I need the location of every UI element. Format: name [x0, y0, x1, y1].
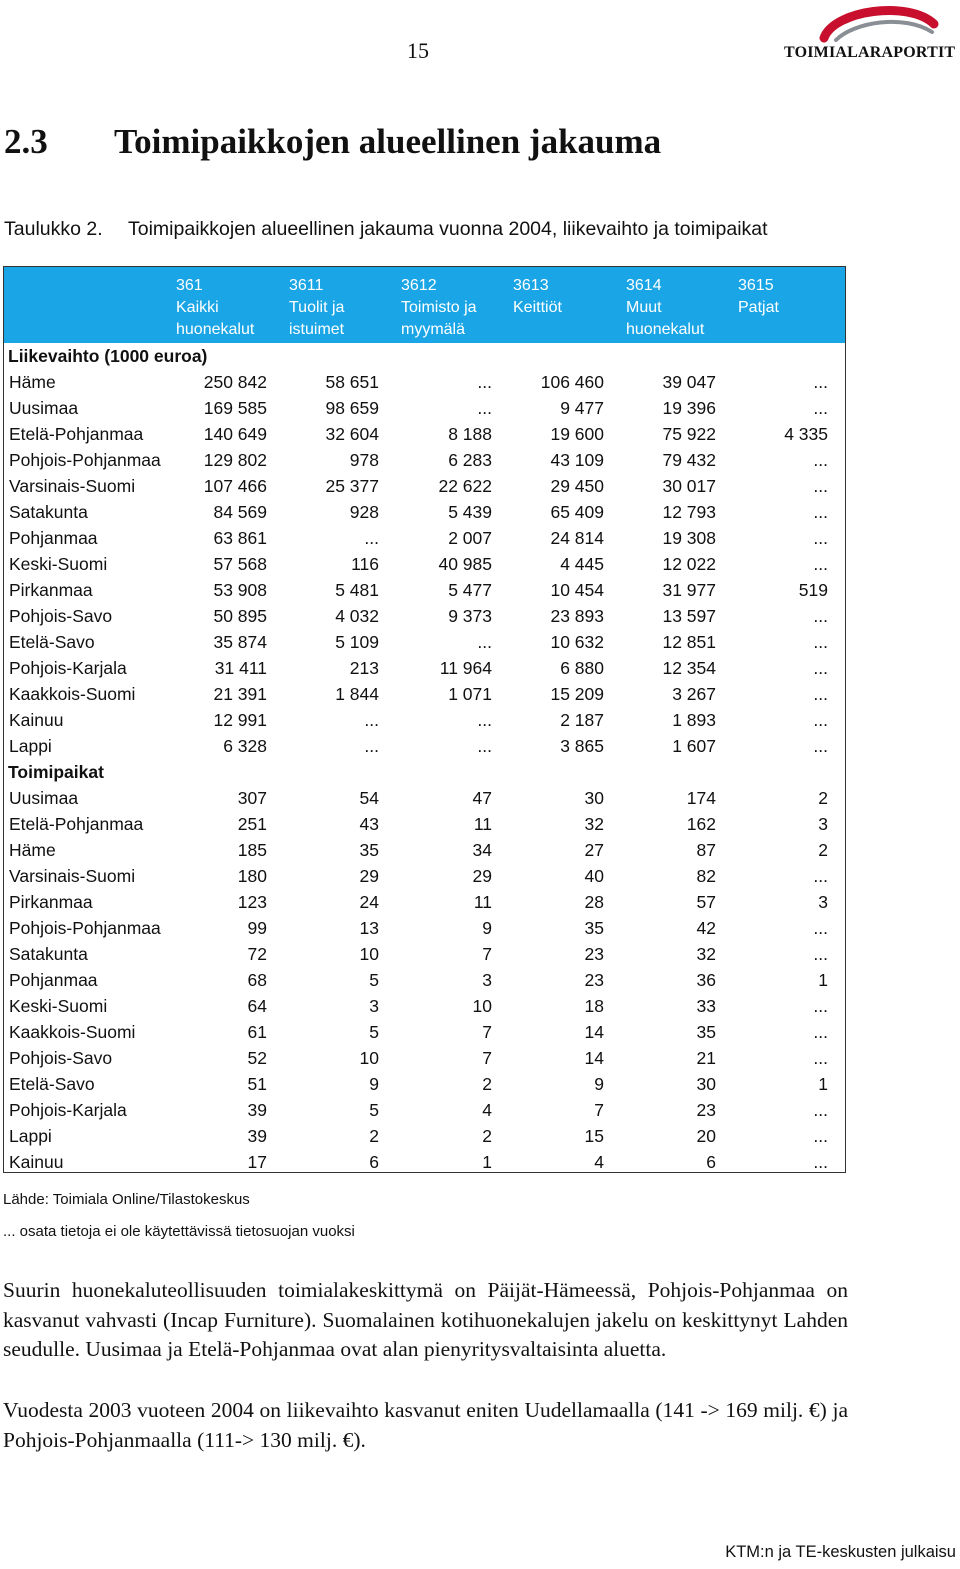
region-cell: Varsinais-Suomi — [9, 476, 136, 496]
logo-swoosh-icon — [814, 4, 944, 44]
value-cell: 5 109 — [335, 632, 379, 652]
region-cell: Kainuu — [9, 1152, 64, 1172]
value-cell: 19 396 — [662, 398, 716, 418]
value-cell: 9 373 — [448, 606, 492, 626]
value-cell: 54 — [359, 788, 379, 808]
table-row — [4, 577, 845, 603]
table-row — [4, 811, 845, 837]
table-row — [4, 1123, 845, 1149]
value-cell: 169 585 — [203, 398, 267, 418]
value-cell: ... — [813, 996, 828, 1016]
value-cell: ... — [813, 710, 828, 730]
value-cell: ... — [477, 372, 492, 392]
value-cell: 58 651 — [325, 372, 379, 392]
value-cell: 4 032 — [335, 606, 379, 626]
table-row — [4, 837, 845, 863]
value-cell: 10 632 — [550, 632, 604, 652]
value-cell: 51 — [247, 1074, 267, 1094]
region-cell: Uusimaa — [9, 788, 79, 808]
value-cell: 35 — [584, 918, 604, 938]
value-cell: ... — [364, 710, 379, 730]
region-cell: Pohjois-Pohjanmaa — [9, 450, 161, 470]
column-header-line: 3612 — [401, 277, 437, 294]
value-cell: 9 — [594, 1074, 604, 1094]
value-cell: 4 335 — [784, 424, 828, 444]
page-number: 15 — [407, 38, 429, 63]
value-cell: 11 964 — [439, 658, 492, 678]
value-cell: 1 — [818, 970, 828, 990]
table-row — [4, 1097, 845, 1123]
column-header-line: istuimet — [289, 321, 345, 338]
value-cell: 43 109 — [550, 450, 604, 470]
value-cell: 20 — [696, 1126, 716, 1146]
table-row — [4, 525, 845, 551]
value-cell: 6 283 — [448, 450, 492, 470]
region-cell: Häme — [9, 840, 56, 860]
value-cell: 12 022 — [662, 554, 716, 574]
region-cell: Pohjanmaa — [9, 528, 98, 548]
value-cell: 64 — [247, 996, 267, 1016]
table-row — [4, 941, 845, 967]
value-cell: 35 874 — [213, 632, 267, 652]
table-row — [4, 473, 845, 499]
region-cell: Pirkanmaa — [9, 580, 93, 600]
value-cell: ... — [813, 658, 828, 678]
value-cell: 2 — [818, 788, 828, 808]
value-cell: 42 — [696, 918, 716, 938]
value-cell: 250 842 — [203, 372, 267, 392]
value-cell: 40 985 — [438, 554, 492, 574]
source-note: Lähde: Toimiala Online/Tilastokeskus — [3, 1191, 250, 1208]
value-cell: 13 597 — [662, 606, 716, 626]
column-header-line: Toimisto ja — [401, 299, 477, 316]
value-cell: 98 659 — [325, 398, 379, 418]
region-cell: Pohjanmaa — [9, 970, 98, 990]
value-cell: 5 — [369, 1022, 379, 1042]
column-header-line: huonekalut — [626, 321, 705, 338]
value-cell: 15 209 — [550, 684, 604, 704]
table-row — [4, 421, 845, 447]
region-cell: Satakunta — [9, 502, 88, 522]
value-cell: 251 — [237, 814, 267, 834]
value-cell: 928 — [349, 502, 379, 522]
column-header-line: 361 — [176, 277, 203, 294]
table-section-row — [4, 343, 845, 369]
region-cell: Pohjois-Savo — [9, 606, 113, 626]
table-row — [4, 707, 845, 733]
value-cell: 5 439 — [448, 502, 492, 522]
value-cell: 32 604 — [325, 424, 379, 444]
region-cell: Lappi — [9, 1126, 52, 1146]
value-cell: 29 450 — [550, 476, 604, 496]
value-cell: 2 — [482, 1074, 492, 1094]
value-cell: ... — [813, 554, 828, 574]
value-cell: 180 — [237, 866, 267, 886]
value-cell: 99 — [247, 918, 267, 938]
table-row — [4, 551, 845, 577]
value-cell: 2 007 — [448, 528, 492, 548]
value-cell: 2 187 — [560, 710, 604, 730]
value-cell: 8 188 — [448, 424, 492, 444]
value-cell: 1 — [818, 1074, 828, 1094]
value-cell: 5 — [369, 970, 379, 990]
column-header-line: Muut — [626, 299, 662, 316]
value-cell: 18 — [584, 996, 604, 1016]
column-header — [738, 275, 779, 319]
table-row — [4, 681, 845, 707]
region-cell: Lappi — [9, 736, 52, 756]
body-paragraph-2: Vuodesta 2003 vuoteen 2004 on liikevaihto kasvanut eniten Uudellamaalla (141 -> 169 milj. €) ja Pohjois-Pohjanmaalla (111-> 130 milj. €). — [3, 1398, 848, 1452]
table-caption — [4, 218, 768, 241]
logo-text: TOIMIALARAPORTIT — [784, 44, 956, 61]
column-header-line: Keittiöt — [513, 299, 562, 316]
value-cell: 23 — [696, 1100, 716, 1120]
column-header-line: huonekalut — [176, 321, 255, 338]
table-row — [4, 447, 845, 473]
value-cell: 174 — [686, 788, 716, 808]
table-header — [4, 267, 845, 343]
column-header — [176, 275, 254, 341]
section-heading — [4, 122, 661, 162]
value-cell: 140 649 — [203, 424, 267, 444]
value-cell: 36 — [696, 970, 716, 990]
value-cell: 1 071 — [448, 684, 492, 704]
table-row — [4, 967, 845, 993]
column-header-line: myymälä — [401, 321, 466, 338]
column-header-line: 3611 — [289, 277, 324, 294]
value-cell: 29 — [359, 866, 379, 886]
region-cell: Pohjois-Savo — [9, 1048, 113, 1068]
value-cell: 23 — [584, 944, 604, 964]
value-cell: ... — [477, 398, 492, 418]
value-cell: 6 880 — [560, 658, 604, 678]
region-cell: Keski-Suomi — [9, 554, 108, 574]
section-number: 2.3 — [4, 122, 48, 161]
region-cell: Pohjois-Karjala — [9, 1100, 127, 1120]
value-cell: 3 — [818, 892, 828, 912]
table-row — [4, 655, 845, 681]
value-cell: ... — [477, 632, 492, 652]
table-row — [4, 603, 845, 629]
region-cell: Etelä-Savo — [9, 632, 95, 652]
value-cell: 7 — [482, 1048, 492, 1068]
value-cell: ... — [813, 918, 828, 938]
value-cell: ... — [813, 1022, 828, 1042]
value-cell: 65 409 — [550, 502, 604, 522]
value-cell: 23 — [584, 970, 604, 990]
table-row — [4, 993, 845, 1019]
region-cell: Häme — [9, 372, 56, 392]
column-header-line: 3615 — [738, 277, 774, 294]
column-header-line: Patjat — [738, 299, 779, 316]
footer-publisher: KTM:n ja TE-keskusten julkaisu — [725, 1543, 956, 1561]
value-cell: 32 — [696, 944, 716, 964]
value-cell: 6 328 — [223, 736, 267, 756]
value-cell: 24 — [359, 892, 379, 912]
value-cell: 50 895 — [213, 606, 267, 626]
region-cell: Etelä-Pohjanmaa — [9, 424, 144, 444]
column-header-line: 3613 — [513, 277, 549, 294]
value-cell: 978 — [349, 450, 379, 470]
value-cell: 12 851 — [662, 632, 716, 652]
value-cell: 47 — [472, 788, 492, 808]
value-cell: 32 — [584, 814, 604, 834]
value-cell: 39 — [247, 1126, 267, 1146]
value-cell: ... — [813, 450, 828, 470]
value-cell: 31 977 — [662, 580, 716, 600]
value-cell: 19 308 — [662, 528, 716, 548]
column-header — [289, 275, 344, 341]
table-row — [4, 785, 845, 811]
table-row — [4, 1071, 845, 1097]
value-cell: 84 569 — [213, 502, 267, 522]
value-cell: ... — [813, 632, 828, 652]
region-cell: Kainuu — [9, 710, 64, 730]
value-cell: 162 — [686, 814, 716, 834]
table-row — [4, 863, 845, 889]
value-cell: 14 — [584, 1022, 604, 1042]
value-cell: ... — [813, 502, 828, 522]
value-cell: 129 802 — [203, 450, 267, 470]
value-cell: 15 — [584, 1126, 604, 1146]
value-cell: 10 454 — [550, 580, 604, 600]
value-cell: 5 477 — [448, 580, 492, 600]
table-row — [4, 395, 845, 421]
region-cell: Satakunta — [9, 944, 88, 964]
column-header — [513, 275, 562, 319]
value-cell: 79 432 — [662, 450, 716, 470]
value-cell: 13 — [359, 918, 379, 938]
confidentiality-note: ... osata tietoja ei ole käytettävissä tietosuojan vuoksi — [3, 1223, 355, 1240]
value-cell: ... — [813, 372, 828, 392]
value-cell: ... — [813, 398, 828, 418]
value-cell: 31 411 — [214, 658, 267, 678]
regional-distribution-table — [3, 266, 846, 1173]
value-cell: 57 — [696, 892, 716, 912]
region-cell: Kaakkois-Suomi — [9, 1022, 136, 1042]
region-cell: Pirkanmaa — [9, 892, 93, 912]
value-cell: 6 — [369, 1152, 379, 1172]
value-cell: ... — [813, 476, 828, 496]
value-cell: 52 — [247, 1048, 267, 1068]
value-cell: 39 — [247, 1100, 267, 1120]
column-header-line: 3614 — [626, 277, 662, 294]
region-cell: Etelä-Pohjanmaa — [9, 814, 144, 834]
value-cell: 123 — [237, 892, 267, 912]
value-cell: 30 — [584, 788, 604, 808]
value-cell: ... — [813, 1100, 828, 1120]
value-cell: 35 — [696, 1022, 716, 1042]
value-cell: ... — [813, 528, 828, 548]
value-cell: ... — [813, 866, 828, 886]
value-cell: 4 — [594, 1152, 604, 1172]
value-cell: 29 — [472, 866, 492, 886]
value-cell: 185 — [237, 840, 267, 860]
value-cell: 82 — [696, 866, 716, 886]
value-cell: 9 477 — [560, 398, 604, 418]
value-cell: 28 — [584, 892, 604, 912]
column-header-line: Tuolit ja — [289, 299, 345, 316]
value-cell: 5 481 — [335, 580, 379, 600]
value-cell: 53 908 — [213, 580, 267, 600]
value-cell: 21 — [696, 1048, 716, 1068]
value-cell: 19 600 — [550, 424, 604, 444]
value-cell: 4 — [482, 1100, 492, 1120]
value-cell: 30 017 — [662, 476, 716, 496]
value-cell: ... — [813, 1126, 828, 1146]
table-section-row — [4, 759, 845, 785]
table-row — [4, 733, 845, 759]
table-row — [4, 915, 845, 941]
region-cell: Keski-Suomi — [9, 996, 108, 1016]
value-cell: ... — [813, 1152, 828, 1172]
toimialaraportit-logo — [784, 4, 960, 68]
value-cell: 10 — [472, 996, 492, 1016]
value-cell: 43 — [359, 814, 379, 834]
value-cell: 22 622 — [438, 476, 492, 496]
value-cell: 1 844 — [335, 684, 379, 704]
table-row — [4, 499, 845, 525]
value-cell: 1 607 — [672, 736, 716, 756]
value-cell: 2 — [369, 1126, 379, 1146]
value-cell: 2 — [482, 1126, 492, 1146]
section-label: Liikevaihto (1000 euroa) — [8, 346, 208, 366]
value-cell: 30 — [696, 1074, 716, 1094]
region-cell: Pohjois-Karjala — [9, 658, 127, 678]
value-cell: 107 466 — [203, 476, 267, 496]
table-row — [4, 1045, 845, 1071]
value-cell: 10 — [359, 1048, 379, 1068]
value-cell: ... — [813, 606, 828, 626]
value-cell: 519 — [798, 580, 828, 600]
value-cell: ... — [813, 684, 828, 704]
value-cell: 12 991 — [213, 710, 267, 730]
value-cell: 307 — [237, 788, 267, 808]
value-cell: 87 — [696, 840, 716, 860]
value-cell: 34 — [472, 840, 492, 860]
value-cell: 17 — [247, 1152, 267, 1172]
value-cell: 61 — [247, 1022, 267, 1042]
body-paragraph-1: Suurin huonekaluteollisuuden toimialakeskittymä on Päijät-Hämeessä, Pohjois-Pohjanmaa on kasvanut vahvasti (Incap Furniture). Suomalainen kotihuonekalujen jakelu on keskittynyt Lahden seudulle. Uusimaa ja Etelä-Pohjanmaa ovat alan pienyritysvaltaisinta aluetta. — [3, 1278, 848, 1361]
value-cell: ... — [813, 1048, 828, 1068]
value-cell: 7 — [482, 944, 492, 964]
value-cell: 3 — [369, 996, 379, 1016]
value-cell: 9 — [482, 918, 492, 938]
column-header — [626, 275, 704, 341]
value-cell: 25 377 — [325, 476, 379, 496]
value-cell: 6 — [706, 1152, 716, 1172]
value-cell: ... — [477, 736, 492, 756]
section-title: Toimipaikkojen alueellinen jakauma — [114, 122, 662, 161]
value-cell: 9 — [369, 1074, 379, 1094]
value-cell: 75 922 — [662, 424, 716, 444]
value-cell: 14 — [584, 1048, 604, 1068]
value-cell: 63 861 — [213, 528, 267, 548]
value-cell: 3 — [482, 970, 492, 990]
value-cell: 7 — [594, 1100, 604, 1120]
region-cell: Pohjois-Pohjanmaa — [9, 918, 161, 938]
value-cell: 3 865 — [560, 736, 604, 756]
value-cell: 11 — [473, 814, 492, 834]
value-cell: ... — [813, 944, 828, 964]
value-cell: 116 — [351, 554, 379, 574]
value-cell: 33 — [696, 996, 716, 1016]
region-cell: Varsinais-Suomi — [9, 866, 136, 886]
value-cell: 23 893 — [550, 606, 604, 626]
table-body — [4, 343, 845, 1175]
table-row — [4, 629, 845, 655]
value-cell: 21 391 — [213, 684, 267, 704]
value-cell: 10 — [359, 944, 379, 964]
region-cell: Kaakkois-Suomi — [9, 684, 136, 704]
value-cell: 3 267 — [672, 684, 716, 704]
value-cell: 39 047 — [662, 372, 716, 392]
table-row — [4, 1019, 845, 1045]
value-cell: 4 445 — [560, 554, 604, 574]
value-cell: 213 — [349, 658, 379, 678]
value-cell: 27 — [584, 840, 604, 860]
value-cell: ... — [477, 710, 492, 730]
value-cell: 68 — [247, 970, 267, 990]
value-cell: 3 — [818, 814, 828, 834]
region-cell: Uusimaa — [9, 398, 79, 418]
value-cell: 72 — [247, 944, 267, 964]
value-cell: ... — [813, 736, 828, 756]
value-cell: 5 — [369, 1100, 379, 1120]
value-cell: ... — [364, 736, 379, 756]
section-label: Toimipaikat — [8, 762, 104, 782]
value-cell: ... — [364, 528, 379, 548]
table-row — [4, 889, 845, 915]
table-row — [4, 1149, 845, 1175]
column-header-line: Kaikki — [176, 299, 219, 316]
value-cell: 12 793 — [662, 502, 716, 522]
region-cell: Etelä-Savo — [9, 1074, 95, 1094]
value-cell: 24 814 — [550, 528, 604, 548]
value-cell: 1 893 — [672, 710, 716, 730]
value-cell: 57 568 — [213, 554, 267, 574]
value-cell: 12 354 — [662, 658, 716, 678]
table-caption-text: Toimipaikkojen alueellinen jakauma vuonna 2004, liikevaihto ja toimipaikat — [128, 218, 768, 240]
value-cell: 11 — [473, 892, 492, 912]
value-cell: 35 — [359, 840, 379, 860]
table-row — [4, 369, 845, 395]
table-caption-label: Taulukko 2. — [4, 218, 103, 240]
column-header — [401, 275, 477, 341]
value-cell: 2 — [818, 840, 828, 860]
value-cell: 7 — [482, 1022, 492, 1042]
value-cell: 106 460 — [540, 372, 604, 392]
value-cell: 1 — [482, 1152, 492, 1172]
value-cell: 40 — [584, 866, 604, 886]
